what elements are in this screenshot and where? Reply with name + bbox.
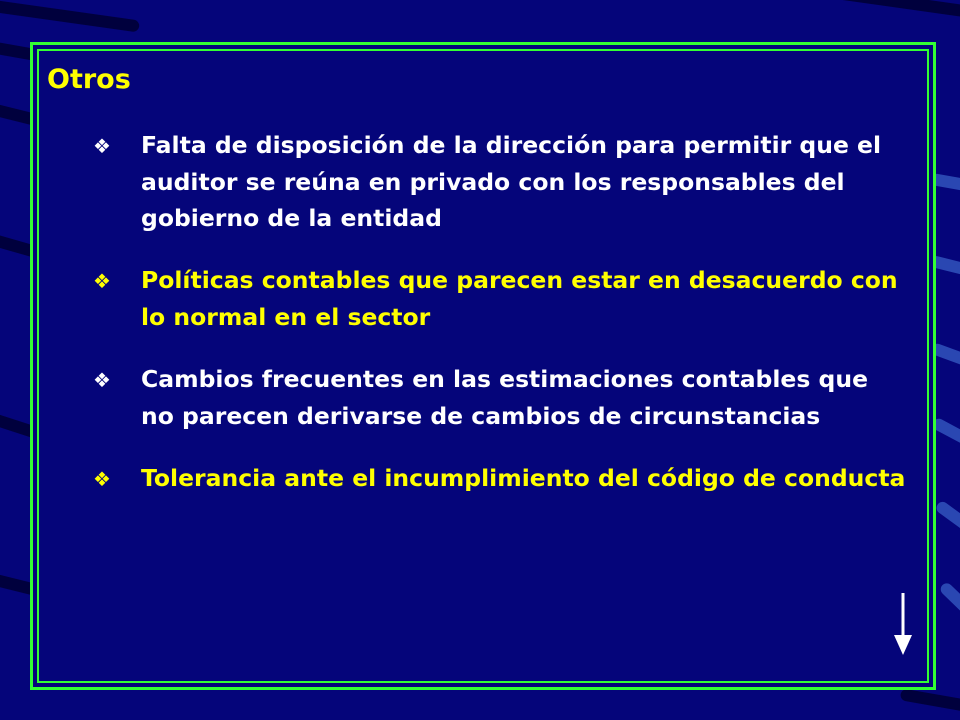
diamond-bullet-icon: ❖ bbox=[93, 269, 111, 293]
background-stripe bbox=[820, 0, 960, 19]
bullet-text: Tolerancia ante el incumplimiento del código de conducta bbox=[141, 464, 906, 492]
background-stripe bbox=[900, 688, 960, 715]
bullet-item bbox=[47, 460, 907, 497]
bullet-text: Cambios frecuentes en las estimaciones contables que no parecen derivarse de cambios de circunstancias bbox=[141, 365, 869, 430]
slide-content bbox=[47, 63, 907, 523]
slide-title: Otros bbox=[47, 64, 131, 95]
bullet-item bbox=[47, 361, 907, 434]
diamond-bullet-icon: ❖ bbox=[93, 134, 111, 158]
slide-frame bbox=[30, 42, 936, 690]
background-stripe bbox=[934, 500, 960, 545]
bullet-text: Políticas contables que parecen estar en desacuerdo con lo normal en el sector bbox=[141, 266, 898, 331]
down-arrow-icon[interactable] bbox=[893, 593, 913, 655]
diamond-bullet-icon: ❖ bbox=[93, 467, 111, 491]
background-stripe bbox=[938, 581, 960, 631]
bullet-item bbox=[47, 127, 907, 236]
background-stripe bbox=[0, 0, 140, 32]
bullet-text: Falta de disposición de la dirección para permitir que el auditor se reúna en privado con los responsables del gobierno de la entidad bbox=[141, 131, 882, 232]
diamond-bullet-icon: ❖ bbox=[93, 368, 111, 392]
bullet-item bbox=[47, 262, 907, 335]
